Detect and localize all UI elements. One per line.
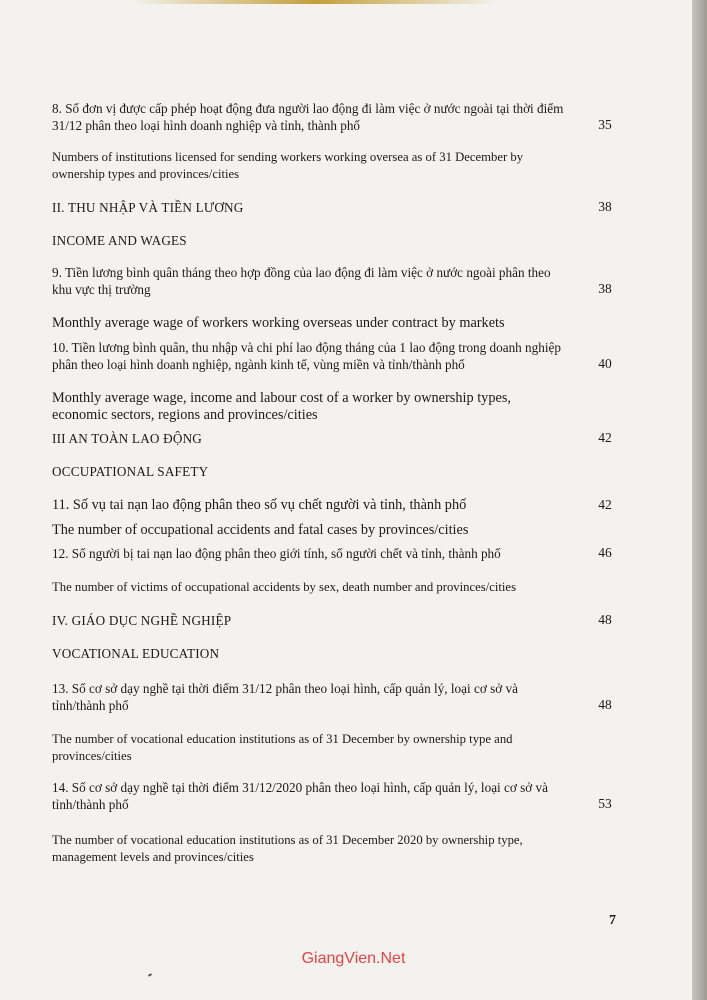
toc-section-4-page: 48 (598, 612, 612, 627)
toc-item-8-en: Numbers of institutions licensed for sending workers working oversea as of 31 December by ownership types and provinces/cities (52, 150, 524, 181)
toc-item-8-vi: 8. Số đơn vị được cấp phép hoạt động đưa người lao động đi làm việc ở nước ngoài tại thời điểm 31/12 phân theo loại hình doanh nghiệp và tỉnh, thành phố (52, 101, 564, 133)
toc-section-2-page: 38 (598, 199, 612, 214)
toc-item-12-vi: 12. Số người bị tai nạn lao động phân theo giới tính, số người chết và tỉnh, thành phố (52, 546, 501, 561)
toc-section-4-en: VOCATIONAL EDUCATION (52, 646, 220, 661)
toc-item-13-vi: 13. Số cơ sở dạy nghề tại thời điểm 31/12 phân theo loại hình, cấp quản lý, loại cơ sở và tỉnh/thành phố (52, 681, 518, 713)
toc-item-9-page: 38 (598, 281, 612, 296)
toc-section-3-vi: III AN TOÀN LAO ĐỘNG (52, 431, 203, 446)
page-top-edge (130, 0, 500, 4)
toc-item-13-page: 48 (598, 697, 612, 712)
toc-section-3-en: OCCUPATIONAL SAFETY (52, 464, 209, 479)
toc-item-14-en: The number of vocational education institutions as of 31 December 2020 by ownership type, management levels and provinces/cities (52, 833, 523, 864)
toc-item-10-vi: 10. Tiền lương bình quân, thu nhập và chi phí lao động tháng của 1 lao động trong doanh nghiệp phân theo loại hình doanh nghiệp, ngành kinh tế, vùng miền và tỉnh/thành phố (52, 340, 561, 372)
toc-section-2-en: INCOME AND WAGES (52, 233, 187, 248)
book-spine-edge (692, 0, 707, 1000)
page-number: 7 (609, 913, 616, 928)
scan-speck (148, 973, 152, 977)
toc-item-10-en: Monthly average wage, income and labour cost of a worker by ownership types, economic sectors, regions and provinces/cities (52, 390, 511, 423)
toc-item-9-en: Monthly average wage of workers working overseas under contract by markets (52, 315, 505, 331)
toc-item-14-page: 53 (598, 796, 612, 811)
toc-item-12-page: 46 (598, 545, 612, 560)
toc-item-11-en: The number of occupational accidents and fatal cases by provinces/cities (52, 522, 469, 538)
toc-section-4-vi: IV. GIÁO DỤC NGHỀ NGHIỆP (52, 613, 232, 628)
toc-item-13-en: The number of vocational education institutions as of 31 December by ownership type and provinces/cities (52, 732, 513, 763)
toc-section-2-vi: II. THU NHẬP VÀ TIỀN LƯƠNG (52, 200, 244, 215)
toc-item-14-vi: 14. Số cơ sở dạy nghề tại thời điểm 31/12/2020 phân theo loại hình, cấp quản lý, loại cơ sở và tỉnh/thành phố (52, 780, 548, 812)
toc-item-9-vi: 9. Tiền lương bình quân tháng theo hợp đồng của lao động đi làm việc ở nước ngoài phân theo khu vực thị trường (52, 265, 551, 297)
toc-item-11-page: 42 (598, 497, 612, 512)
toc-section-3-page: 42 (598, 430, 612, 445)
toc-item-12-en: The number of victims of occupational accidents by sex, death number and provinces/cities (52, 580, 517, 594)
toc-item-11-vi: 11. Số vụ tai nạn lao động phân theo số vụ chết người và tỉnh, thành phố (52, 497, 467, 513)
toc-item-10-page: 40 (598, 356, 612, 371)
watermark: GiangVien.Net (301, 950, 406, 967)
toc-item-8-page: 35 (598, 117, 612, 132)
